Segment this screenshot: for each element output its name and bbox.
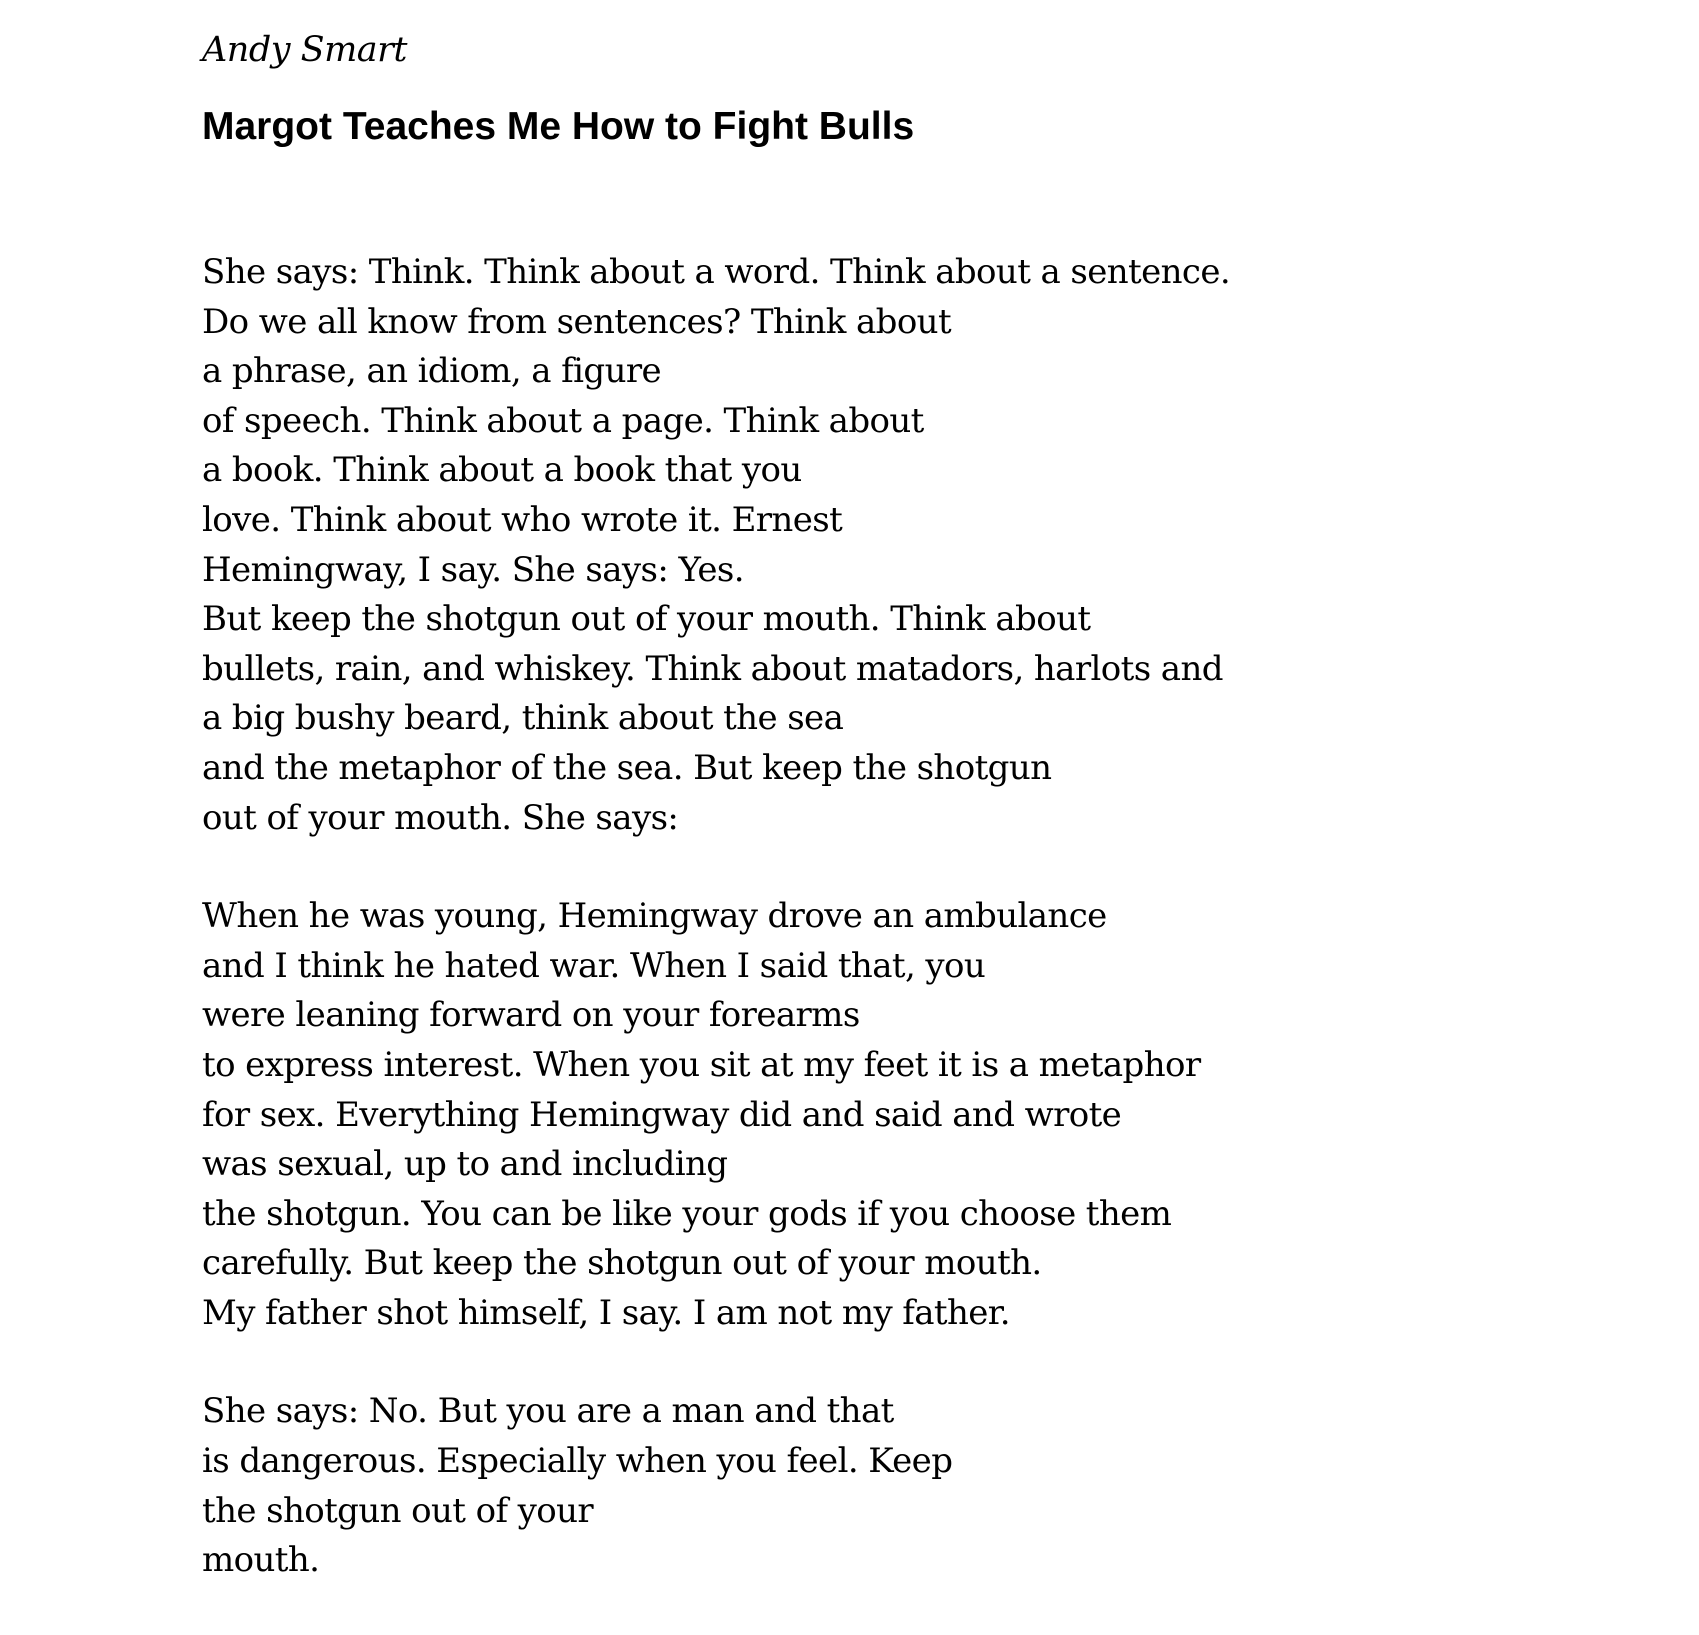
poem-line: and the metaphor of the sea. But keep the shotgun <box>202 747 1052 788</box>
poem-body <box>202 248 1502 1586</box>
stanza-1 <box>202 248 1502 843</box>
poem-line: But keep the shotgun out of your mouth. Think about <box>202 599 1091 640</box>
poem-line: was sexual, up to and including <box>202 1144 728 1185</box>
poem-line: a phrase, an idiom, a figure <box>202 351 662 392</box>
stanza-2 <box>202 892 1502 1338</box>
poem-line: to express interest. When you sit at my feet it is a metaphor <box>202 1044 1201 1085</box>
poem-line: is dangerous. Especially when you feel. Keep <box>202 1441 953 1482</box>
poem-line: mouth. <box>202 1540 320 1581</box>
poem-line: Hemingway, I say. She says: Yes. <box>202 549 744 590</box>
poem-line: the shotgun. You can be like your gods if you choose them <box>202 1193 1172 1234</box>
poem-line: were leaning forward on your forearms <box>202 995 860 1036</box>
poem-line: carefully. But keep the shotgun out of your mouth. <box>202 1243 1042 1284</box>
poem-line: and I think he hated war. When I said that, you <box>202 945 986 986</box>
poem-line: a big bushy beard, think about the sea <box>202 698 844 739</box>
poem-line: a book. Think about a book that you <box>202 450 802 491</box>
poem-line: When he was young, Hemingway drove an ambulance <box>202 896 1107 937</box>
poem-line: bullets, rain, and whiskey. Think about matadors, harlots and <box>202 648 1223 689</box>
author-name: Andy Smart <box>202 30 407 70</box>
poem-line: of speech. Think about a page. Think about <box>202 400 924 441</box>
poem-line: She says: No. But you are a man and that <box>202 1391 894 1432</box>
poem-line: the shotgun out of your <box>202 1490 594 1531</box>
poem-line: She says: Think. Think about a word. Think about a sentence. <box>202 252 1231 292</box>
poem-line: out of your mouth. She says: <box>202 797 679 838</box>
poem-line: love. Think about who wrote it. Ernest <box>202 499 843 540</box>
poem-title: Margot Teaches Me How to Fight Bulls <box>202 105 915 148</box>
document-page <box>202 28 1502 1635</box>
poem-line: for sex. Everything Hemingway did and said and wrote <box>202 1094 1122 1135</box>
stanza-3 <box>202 1387 1502 1585</box>
poem-line: Do we all know from sentences? Think about <box>202 301 952 342</box>
poem-line: My father shot himself, I say. I am not my father. <box>202 1292 1010 1333</box>
